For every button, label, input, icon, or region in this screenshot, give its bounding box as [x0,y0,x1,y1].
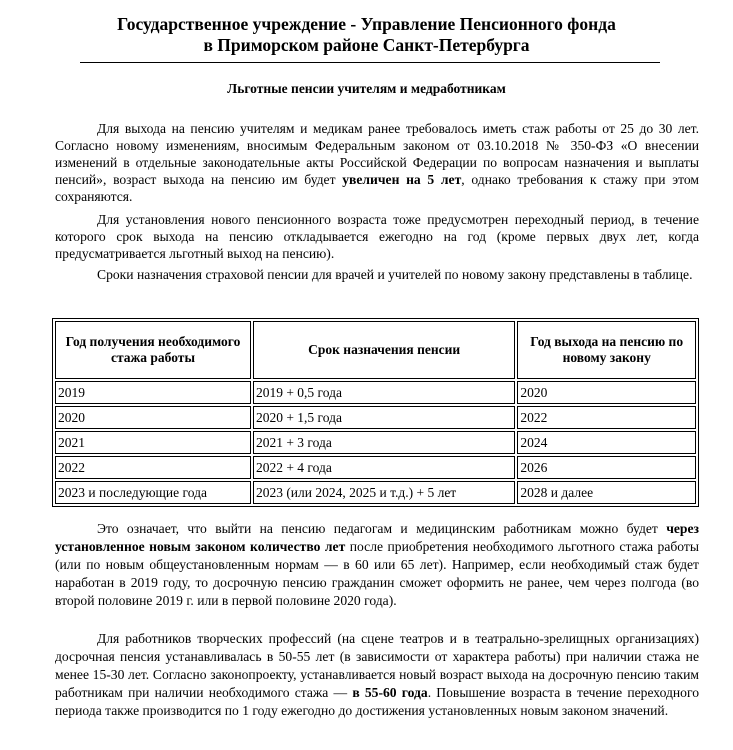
table-cell: 2024 [517,431,696,454]
header-line-2: в Приморском районе Санкт-Петербурга [203,35,530,55]
table-cell: 2022 [55,456,251,479]
table-cell: 2021 + 3 года [253,431,515,454]
table-cell: 2020 [55,406,251,429]
table-cell: 2022 + 4 года [253,456,515,479]
table-cell: 2020 + 1,5 года [253,406,515,429]
table-cell: 2020 [517,381,696,404]
pension-table [52,318,699,507]
paragraph-5-text-b: . Повышение возраста в течение переходного периода также производится по 1 году ежегодно до достижения установленных новым законом значений. [55,685,699,718]
header-divider [80,62,660,63]
paragraph-1-text-b: , однако требования к стажу при этом сохраняются. [55,172,700,204]
paragraph-5-bold: в 55-60 года [352,685,428,700]
table-row [55,406,696,429]
table-header-cell: Срок назначения пенсии [253,321,515,379]
paragraph-4-text-a: Это означает, что выйти на пенсию педагогам и медицинским работникам можно будет [97,521,667,536]
table-header-cell: Год получения необходимого стажа работы [55,321,251,379]
table-row [55,381,696,404]
header-line-1: Государственное учреждение - Управление Пенсионного фонда [117,14,616,34]
table-row [55,456,696,479]
paragraph-2: Для установления нового пенсионного возраста тоже предусмотрен переходный период, в течение которого срок выхода на пенсию откладывается ежегодно на год (кроме первых двух лет, когда предусматривается льготный выход на пенсию). [55,212,699,261]
table-cell: 2023 и последующие года [55,481,251,504]
table-cell: 2026 [517,456,696,479]
paragraph-4-text-b: после приобретения необходимого льготного стажа работы (или по новым общеустановленным нормам — в 60 или 65 лет). Например, если необходимый стаж будет наработан в 2019 году, то досрочную пенсию гражданин сможет оформить не ранее, чем через полгода (во второй половине 2019 г. или в первой половине 2020 года). [55,539,699,608]
table-row [55,431,696,454]
paragraph-3: Сроки назначения страховой пенсии для врачей и учителей по новому закону представлены в таблице. [97,267,693,282]
document-header [0,14,733,56]
table-cell: 2028 и далее [517,481,696,504]
section-title: Льготные пенсии учителям и медработникам [227,81,506,96]
paragraph-1-bold: увеличен на 5 лет [342,172,462,187]
table-header-cell: Год выхода на пенсию по новому закону [517,321,696,379]
table-cell: 2023 (или 2024, 2025 и т.д.) + 5 лет [253,481,515,504]
paragraph-5 [55,630,699,720]
paragraph-4-bold: через установленное новым законом количество лет [55,521,699,554]
paragraph-1 [55,120,699,205]
table-header-row [55,321,696,379]
paragraph-1-text-a: Для выхода на пенсию учителям и медикам ранее требовалось иметь стаж работы от 25 до 30 лет. Согласно новому изменениям, вносимым Федеральным законом от 03.10.2018 № 350-ФЗ «О внесении изменений в отдельные законодательные акты Российской Федерации по вопросам назначения и выплаты пенсий», возраст выхода на пенсию им будет [55,121,699,187]
table-row [55,481,696,504]
table-cell: 2019 + 0,5 года [253,381,515,404]
table-cell: 2019 [55,381,251,404]
table-cell: 2021 [55,431,251,454]
table-cell: 2022 [517,406,696,429]
paragraph-5-text-a: Для работников творческих профессий (на сцене театров и в театрально-зрелищных организациях) досрочная пенсия устанавливалась в 50-55 лет (в зависимости от характера работы) при наличии стажа не менее 15-30 лет. Согласно законопроекту, устанавливается новый возраст выхода на досрочную пенсию таким работникам при наличии необходимого стажа — [55,631,699,700]
paragraph-4 [55,520,699,610]
